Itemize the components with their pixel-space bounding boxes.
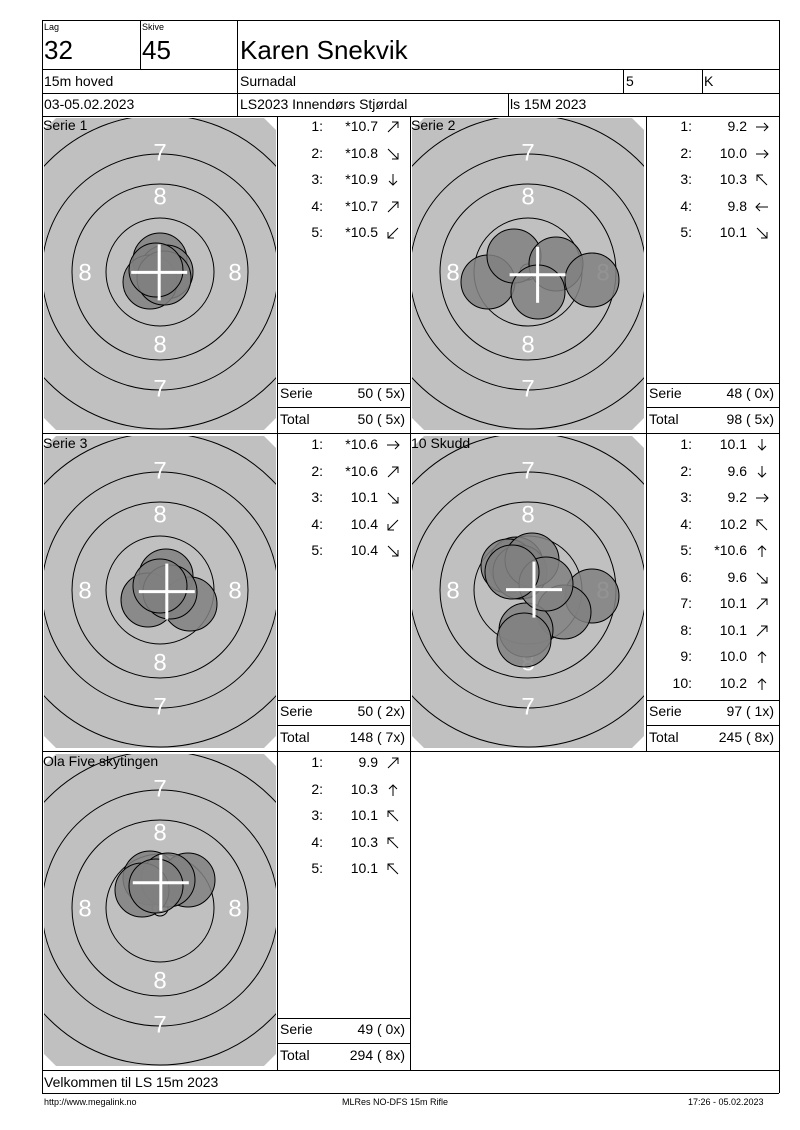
target-serie-3 <box>44 436 276 748</box>
serie-label: Serie <box>280 703 313 719</box>
serie-value: 49 ( 0x) <box>357 1021 405 1037</box>
shot-row <box>278 542 408 562</box>
shot-row <box>278 224 408 244</box>
shot-number: 4: <box>680 515 692 532</box>
shot-value: 10.1 <box>350 860 378 876</box>
direction-arrow-icon <box>755 173 769 187</box>
shot-number: 1: <box>311 436 323 452</box>
ring-number: 7 <box>153 1011 167 1039</box>
software-name: MLRes NO-DFS 15m Rifle <box>342 1097 449 1107</box>
direction-arrow-icon <box>755 120 769 134</box>
total-value: 148 ( 7x) <box>349 729 405 745</box>
panel-title-serie-1: Serie 1 <box>43 117 88 133</box>
total-row <box>277 411 407 433</box>
ring-number: 8 <box>153 183 167 211</box>
direction-arrow-icon <box>755 226 769 240</box>
shot-row <box>647 516 777 536</box>
shot-value: *10.5 <box>345 224 378 240</box>
direction-arrow-icon <box>755 571 769 585</box>
direction-arrow-icon <box>386 491 400 505</box>
shot-value: *10.6 <box>345 462 378 479</box>
shot-value: 9.6 <box>727 462 747 479</box>
shot-row <box>647 648 777 668</box>
shot-hole <box>497 613 551 667</box>
total-row <box>277 729 407 751</box>
direction-arrow-icon <box>386 120 400 134</box>
serie-label: Serie <box>280 385 313 401</box>
shot-row <box>278 436 408 456</box>
serie-row <box>277 385 407 407</box>
shot-row <box>647 224 777 244</box>
shot-number: 2: <box>680 144 692 161</box>
target-ola-five <box>44 754 276 1066</box>
shot-value: 9.2 <box>727 118 747 134</box>
direction-arrow-icon <box>386 783 400 797</box>
ring-number: 8 <box>78 577 92 605</box>
target-serie-2 <box>412 118 644 430</box>
total-value: 294 ( 8x) <box>349 1047 405 1063</box>
total-row <box>646 411 776 433</box>
shot-number: 1: <box>311 754 323 770</box>
direction-arrow-icon <box>386 809 400 823</box>
shot-value: 9.2 <box>727 489 747 505</box>
shot-row <box>647 622 777 642</box>
ring-number: 8 <box>521 501 535 529</box>
direction-arrow-icon <box>386 862 400 876</box>
lag-number: 32 <box>44 35 73 65</box>
shot-row <box>647 436 777 456</box>
serie-row <box>646 703 776 725</box>
ring-number: 8 <box>153 819 167 847</box>
total-label: Total <box>280 411 310 427</box>
ring-number: 7 <box>153 775 167 803</box>
shot-number: 5: <box>311 542 323 558</box>
serie-label: Serie <box>649 385 682 401</box>
serie-label: Serie <box>280 1021 313 1037</box>
serie-row <box>277 703 407 725</box>
shot-row <box>647 595 777 615</box>
ring-number: 8 <box>78 895 92 923</box>
shot-number: 5: <box>680 542 692 558</box>
shot-number: 6: <box>680 568 692 585</box>
shot-row <box>278 198 408 218</box>
shot-row <box>647 198 777 218</box>
shot-number: 4: <box>311 515 323 532</box>
serie-value: 50 ( 5x) <box>357 385 405 401</box>
direction-arrow-icon <box>386 200 400 214</box>
shot-number: 8: <box>680 621 692 638</box>
shot-row <box>278 807 408 827</box>
direction-arrow-icon <box>386 438 400 452</box>
total-label: Total <box>280 729 310 745</box>
direction-arrow-icon <box>755 650 769 664</box>
shot-number: 2: <box>311 780 323 797</box>
print-timestamp: 17:26 - 05.02.2023 <box>688 1097 764 1107</box>
total-value: 245 ( 8x) <box>718 729 774 745</box>
shot-hole <box>129 859 183 913</box>
direction-arrow-icon <box>755 544 769 558</box>
shot-row <box>278 118 408 138</box>
shot-value: 10.3 <box>350 780 378 797</box>
shot-number: 2: <box>680 462 692 479</box>
total-value: 50 ( 5x) <box>357 411 405 427</box>
shot-row <box>278 489 408 509</box>
direction-arrow-icon <box>755 438 769 452</box>
serie-value: 48 ( 0x) <box>726 385 774 401</box>
direction-arrow-icon <box>755 597 769 611</box>
class-letter: K <box>704 73 714 89</box>
shot-number: 1: <box>311 118 323 134</box>
ring-number: 8 <box>228 259 242 287</box>
shot-value: *10.7 <box>345 197 378 214</box>
shot-value: *10.6 <box>345 436 378 452</box>
shot-value: *10.7 <box>345 118 378 134</box>
event-name: LS2023 Innendørs Stjørdal <box>240 96 408 112</box>
program-name: ls 15M 2023 <box>510 96 587 112</box>
shot-row <box>647 542 777 562</box>
website-link[interactable]: http://www.megalink.no <box>44 1097 137 1107</box>
total-label: Total <box>649 411 679 427</box>
shot-number: 10: <box>672 674 692 691</box>
shot-number: 1: <box>680 436 692 452</box>
ring-number: 7 <box>521 375 535 403</box>
ring-number: 7 <box>521 457 535 485</box>
panel-title-ola-five: Ola Five skytingen <box>43 753 159 769</box>
shot-number: 3: <box>311 807 323 823</box>
shot-number: 2: <box>311 144 323 161</box>
shot-number: 5: <box>311 224 323 240</box>
direction-arrow-icon <box>386 518 400 532</box>
ring-number: 7 <box>521 693 535 721</box>
shot-row <box>647 675 777 695</box>
shot-value: 10.3 <box>350 833 378 850</box>
shot-value: *10.6 <box>714 542 747 558</box>
shot-value: 9.8 <box>727 197 747 214</box>
direction-arrow-icon <box>386 173 400 187</box>
total-label: Total <box>280 1047 310 1063</box>
total-row <box>277 1047 407 1069</box>
shot-number: 5: <box>311 860 323 876</box>
ring-number: 8 <box>153 967 167 995</box>
ring-number: 7 <box>153 693 167 721</box>
shot-row <box>278 516 408 536</box>
shot-number: 7: <box>680 595 692 611</box>
shot-row <box>278 145 408 165</box>
shot-number: 4: <box>680 197 692 214</box>
serie-row <box>277 1021 407 1043</box>
direction-arrow-icon <box>386 836 400 850</box>
ring-number: 7 <box>153 139 167 167</box>
shot-value: 10.1 <box>350 489 378 505</box>
shot-row <box>647 145 777 165</box>
shot-value: 9.9 <box>358 754 378 770</box>
ring-number: 8 <box>521 183 535 211</box>
direction-arrow-icon <box>755 518 769 532</box>
shot-value: 10.0 <box>719 144 747 161</box>
shot-row <box>278 171 408 191</box>
shot-value: 10.2 <box>719 674 747 691</box>
direction-arrow-icon <box>386 756 400 770</box>
welcome-text: Velkommen til LS 15m 2023 <box>44 1074 219 1090</box>
shot-value: 10.1 <box>719 621 747 638</box>
ring-number: 7 <box>153 457 167 485</box>
shot-value: 10.4 <box>350 542 378 558</box>
shot-value: 10.1 <box>719 595 747 611</box>
shot-number: 3: <box>311 489 323 505</box>
direction-arrow-icon <box>755 200 769 214</box>
shot-number: 2: <box>311 462 323 479</box>
shot-number: 3: <box>680 171 692 187</box>
shot-row <box>278 781 408 801</box>
skive-number: 45 <box>142 35 171 65</box>
shot-row <box>647 463 777 483</box>
shot-row <box>278 860 408 880</box>
direction-arrow-icon <box>755 147 769 161</box>
shot-value: 10.0 <box>719 648 747 664</box>
ring-number: 8 <box>446 577 460 605</box>
ring-number: 8 <box>78 259 92 287</box>
target-serie-1 <box>44 118 276 430</box>
shot-value: 10.4 <box>350 515 378 532</box>
shot-value: 9.6 <box>727 568 747 585</box>
serie-label: Serie <box>649 703 682 719</box>
ring-number: 8 <box>153 501 167 529</box>
shot-value: 10.1 <box>719 224 747 240</box>
shot-number: 5: <box>680 224 692 240</box>
shot-row <box>278 834 408 854</box>
club-name: Surnadal <box>240 73 297 89</box>
shot-row <box>278 463 408 483</box>
total-row <box>646 729 776 751</box>
panel-title-serie-2: Serie 2 <box>411 117 456 133</box>
shot-row <box>278 754 408 774</box>
ring-number: 8 <box>153 649 167 677</box>
direction-arrow-icon <box>386 226 400 240</box>
ring-number: 8 <box>521 331 535 359</box>
event-dates: 03-05.02.2023 <box>44 96 135 112</box>
direction-arrow-icon <box>386 147 400 161</box>
ring-number: 8 <box>446 259 460 287</box>
panel-title-serie-3: Serie 3 <box>43 435 88 451</box>
class-number: 5 <box>626 73 634 89</box>
direction-arrow-icon <box>386 544 400 558</box>
shot-row <box>647 171 777 191</box>
ring-number: 7 <box>521 139 535 167</box>
shot-row <box>647 569 777 589</box>
shot-hole <box>133 559 187 613</box>
total-value: 98 ( 5x) <box>726 411 774 427</box>
serie-value: 50 ( 2x) <box>357 703 405 719</box>
shot-hole <box>129 243 183 297</box>
ring-number: 8 <box>153 331 167 359</box>
shot-value: 10.1 <box>719 436 747 452</box>
shot-value: *10.9 <box>345 171 378 187</box>
shot-number: 4: <box>311 833 323 850</box>
shot-value: *10.8 <box>345 144 378 161</box>
shot-number: 9: <box>680 648 692 664</box>
serie-row <box>646 385 776 407</box>
shot-row <box>647 118 777 138</box>
direction-arrow-icon <box>386 465 400 479</box>
shot-row <box>647 489 777 509</box>
shot-value: 10.2 <box>719 515 747 532</box>
ring-number: 8 <box>228 577 242 605</box>
direction-arrow-icon <box>755 491 769 505</box>
direction-arrow-icon <box>755 677 769 691</box>
direction-arrow-icon <box>755 465 769 479</box>
shooter-class: 15m hoved <box>44 73 114 89</box>
skive-label: Skive <box>142 22 165 32</box>
shot-value: 10.3 <box>719 171 747 187</box>
shot-number: 3: <box>311 171 323 187</box>
ring-number: 8 <box>228 895 242 923</box>
shot-number: 4: <box>311 197 323 214</box>
shot-number: 3: <box>680 489 692 505</box>
shooter-name: Karen Snekvik <box>240 35 408 65</box>
panel-title-10-skudd: 10 Skudd <box>411 435 471 451</box>
shot-hole <box>565 253 619 307</box>
total-label: Total <box>649 729 679 745</box>
serie-value: 97 ( 1x) <box>726 703 774 719</box>
target-10-skudd <box>412 436 644 748</box>
shot-value: 10.1 <box>350 807 378 823</box>
direction-arrow-icon <box>755 624 769 638</box>
shot-number: 1: <box>680 118 692 134</box>
ring-number: 7 <box>153 375 167 403</box>
lag-label: Lag <box>44 22 60 32</box>
